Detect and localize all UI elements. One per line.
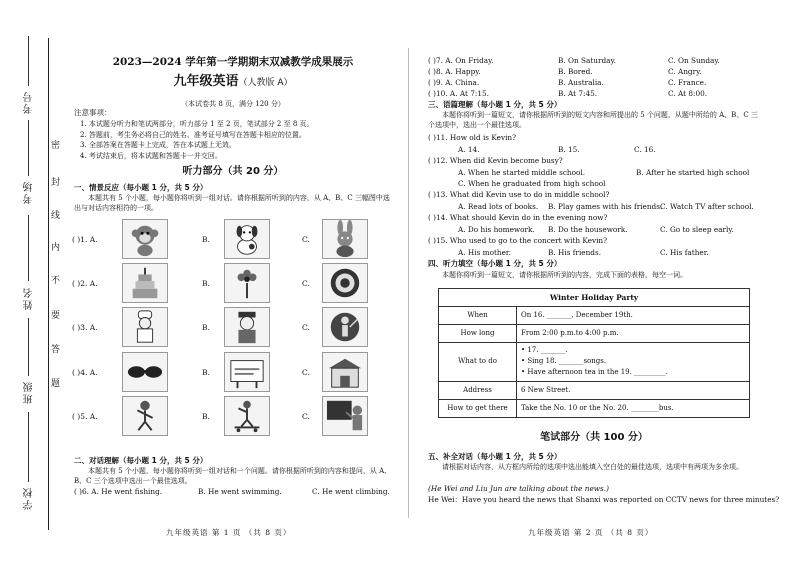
exam-no-label: 考号 <box>24 90 35 114</box>
page-2-footer: 九年级英语 第 2 页 （共 8 页） <box>528 528 654 537</box>
skateboard-picture[interactable] <box>224 396 270 436</box>
question-15: ( )15. Who used to go to the concert with Kevin? <box>428 236 608 245</box>
exam-note: （本试卷共 8 页，满分 120 分） <box>181 100 285 108</box>
option-b-label: B. <box>202 323 210 332</box>
party-table <box>438 288 750 418</box>
question-11-option-b: B. 15. <box>558 145 580 154</box>
question-10: ( )10. A. At 7:15. <box>428 89 489 98</box>
question-6-option-b: B. He went swimming. <box>198 487 282 496</box>
question-14: ( )14. What should Kevin do in the evening now? <box>428 213 608 222</box>
option-b-label: B. <box>202 235 210 244</box>
question-6-option-c: C. He went climbing. <box>312 487 390 496</box>
exam-room-blank <box>28 120 29 176</box>
question-7: ( )7. A. On Friday. <box>428 56 494 65</box>
notes-heading: 注意事项： <box>74 108 112 117</box>
question-11: ( )11. How old is Kevin? <box>428 133 517 142</box>
page-1 <box>66 0 400 561</box>
note-item: 3. 全部答案在答题卡上完成，答在本试题上无效。 <box>80 141 236 149</box>
part1-heading: 一、情景反应（每小题 1 分，共 5 分） <box>74 183 208 192</box>
question-14-option-b: B. Do the housework. <box>548 225 628 234</box>
table-value: On 16. _______, December 19th. <box>517 307 750 325</box>
question-15-option-a: A. His mother. <box>458 248 511 257</box>
part3-heading: 三、语篇理解（每小题 1 分，共 5 分） <box>428 100 562 109</box>
question-5 <box>72 396 402 438</box>
seal-char: 不 <box>51 276 61 286</box>
question-14-option-c: C. Go to sleep early. <box>660 225 734 234</box>
seal-char: 答 <box>51 345 61 355</box>
question-11-option-a: A. 14. <box>458 145 480 154</box>
option-c-label: C. <box>302 279 310 288</box>
question-label: ( )5. A. <box>72 412 98 421</box>
seal-char: 封 <box>51 178 61 188</box>
writing-section-title: 笔试部分（共 100 分） <box>540 432 648 443</box>
activity-line: • Sing 18. _______songs. <box>521 357 607 366</box>
exam-no-blank <box>28 36 29 86</box>
binding-line <box>48 38 49 530</box>
question-13-option-b: B. Play games with his friends. <box>548 202 663 211</box>
activity-line: • 17. _______. <box>521 346 568 354</box>
question-14-option-a: A. Do his homework. <box>458 225 535 234</box>
rabbit-picture[interactable] <box>322 219 368 259</box>
part1-instruction: 本题共有 5 个小题，每小题你将听到一组对话。请你根据所听到的内容，从 A、B、C 三幅图中选出与对话内容相符的一项。 <box>74 194 390 213</box>
notice-board-picture[interactable] <box>224 352 270 392</box>
seal-char: 内 <box>51 243 61 253</box>
option-c-label: C. <box>302 368 310 377</box>
part2-instruction: 本题共有 5 个小题，每小题你将听到一组对话和一个问题。请你根据所听到的内容和提问，从 A、B、C 三个选项中选出一个最佳选项。 <box>74 467 392 486</box>
table-value: Take the No. 10 or the No. 20. ________bus. <box>517 399 750 417</box>
school-label: 学校 <box>24 486 35 510</box>
seal-char: 线 <box>51 211 61 221</box>
part5-heading: 五、补全对话（每小题 1 分，共 5 分） <box>428 452 562 461</box>
part2-heading: 二、对话理解（每小题 1 分，共 5 分） <box>74 456 208 465</box>
part4-heading: 四、听力填空（每小题 1 分，共 5 分） <box>428 259 562 268</box>
table-label: What to do <box>439 343 517 382</box>
question-8: ( )8. A. Happy. <box>428 67 481 76</box>
note-item: 2. 答题前，考生务必将自己的姓名、准考证号填写在答题卡相应的位置。 <box>80 130 306 139</box>
subject-title: 九年级英语 <box>173 74 239 89</box>
option-b-label: B. <box>202 279 210 288</box>
dialogue-line-1: He Wei：Have you heard the news that Shanxi was reported on CCTV news for three minutes? <box>428 495 780 504</box>
note-item: 1. 本试题分听力和笔试两部分，听力部分 1 至 2 页，笔试部分 2 至 8 页。 <box>80 120 314 128</box>
seal-char: 密 <box>51 141 61 151</box>
page-2 <box>424 0 780 561</box>
conductor-picture[interactable] <box>322 307 368 347</box>
question-10-option-c: C. At 8:00. <box>668 89 708 98</box>
table-row <box>439 325 750 343</box>
question-9-option-c: C. France. <box>668 78 707 87</box>
notes-list <box>80 119 396 161</box>
page-1-footer: 九年级英语 第 1 页 （共 8 页） <box>166 528 292 537</box>
question-12: ( )12. When did Kevin become busy? <box>428 156 563 165</box>
question-2 <box>72 263 402 305</box>
tea-shop-picture[interactable] <box>322 352 368 392</box>
name-label: 姓名 <box>24 286 35 310</box>
exam-room-label: 考场 <box>24 180 35 204</box>
edition-label: （人教版 A） <box>238 78 293 88</box>
question-label: ( )3. A. <box>72 323 98 332</box>
question-4 <box>72 352 402 394</box>
table-label: How long <box>439 325 517 343</box>
question-8-option-b: B. Bored. <box>558 67 593 76</box>
question-12-option-b: B. After he started high school <box>636 168 750 177</box>
seal-char: 题 <box>51 379 61 389</box>
table-label: When <box>439 307 517 325</box>
table-label: How to get there <box>439 399 517 417</box>
listening-section-title: 听力部分（共 20 分） <box>182 166 284 177</box>
teacher-blackboard-picture[interactable] <box>322 396 368 436</box>
question-9: ( )9. A. China. <box>428 78 480 87</box>
note-item: 4. 考试结束后，将本试题和答题卡一并交回。 <box>80 151 222 160</box>
option-c-label: C. <box>302 235 310 244</box>
question-8-option-c: C. Angry. <box>668 67 702 76</box>
question-6: ( )6. A. He went fishing. <box>74 487 163 496</box>
question-13: ( )13. What did Kevin use to do in middle school? <box>428 190 610 199</box>
question-label: ( )4. A. <box>72 368 98 377</box>
question-3 <box>72 307 402 349</box>
question-7-option-c: C. On Sunday. <box>668 56 720 65</box>
part5-instruction: 请根据对话内容，从方框内所给的选项中选出能填入空白处的最佳选项，选项中有两项为多余项。 <box>442 463 743 471</box>
party-table-title: Winter Holiday Party <box>439 289 750 307</box>
option-c-label: C. <box>302 323 310 332</box>
option-b-label: B. <box>202 412 210 421</box>
exam-title: 2023—2024 学年第一学期期末双减教学成果展示 <box>112 56 354 68</box>
option-b-label: B. <box>202 368 210 377</box>
table-row <box>439 381 750 399</box>
question-13-option-c: C. Watch TV after school. <box>660 202 754 211</box>
name-blank <box>28 215 29 281</box>
chef-picture[interactable] <box>122 307 168 347</box>
table-row <box>439 399 750 417</box>
dialogue-scene: (He Wei and Liu Jun are talking about the news.) <box>428 484 609 493</box>
table-label: Address <box>439 381 517 399</box>
party-table-title-row <box>439 289 750 307</box>
badge-picture[interactable] <box>322 263 368 303</box>
school-blank <box>28 412 29 482</box>
question-label: ( )2. A. <box>72 279 98 288</box>
class-blank <box>28 318 29 376</box>
part4-instruction: 本题你将听到一篇短文，请你根据所听到的内容，完成下面的表格，每空一词。 <box>442 271 687 279</box>
question-9-option-b: B. Australia. <box>558 78 604 87</box>
question-label: ( )1. A. <box>72 235 98 244</box>
girl-running-picture[interactable] <box>122 396 168 436</box>
dog-picture[interactable] <box>224 219 270 259</box>
monkey-picture[interactable] <box>122 219 168 259</box>
table-row <box>439 343 750 382</box>
page-divider <box>408 48 409 518</box>
question-7-option-b: B. On Saturday. <box>558 56 616 65</box>
question-12-option-a: A. When he started middle school. <box>458 168 586 177</box>
question-10-option-b: B. At 7:45. <box>558 89 598 98</box>
question-1 <box>72 219 402 261</box>
question-11-option-c: C. 16. <box>634 145 656 154</box>
flower-picture[interactable] <box>224 263 270 303</box>
activity-line: • Have afternoon tea in the 19. _________. <box>521 368 668 377</box>
exam-subtitle <box>66 74 400 90</box>
sunglasses-picture[interactable] <box>122 352 168 392</box>
table-row <box>439 307 750 325</box>
question-15-option-c: C. His father. <box>660 248 709 257</box>
table-value: From 2:00 p.m.to 4:00 p.m. <box>517 325 750 343</box>
option-c-label: C. <box>302 412 310 421</box>
binding-margin <box>0 0 62 561</box>
policeman-picture[interactable] <box>224 307 270 347</box>
question-13-option-a: A. Read lots of books. <box>458 202 539 211</box>
seal-char: 要 <box>51 311 61 321</box>
table-value: 6 New Street. <box>517 381 750 399</box>
question-12-option-c: C. When he graduated from high school <box>458 179 606 188</box>
part3-instruction: 本题你将听到一篇短文，请你根据所听到的短文内容和所提出的 5 个问题，从题中所给的 A、B、C 三个选项中，选出一个最佳选项。 <box>428 111 758 130</box>
class-label: 班级 <box>24 380 35 404</box>
table-value <box>517 343 750 382</box>
cake-picture[interactable] <box>122 263 168 303</box>
question-15-option-b: B. His friends. <box>548 248 602 257</box>
